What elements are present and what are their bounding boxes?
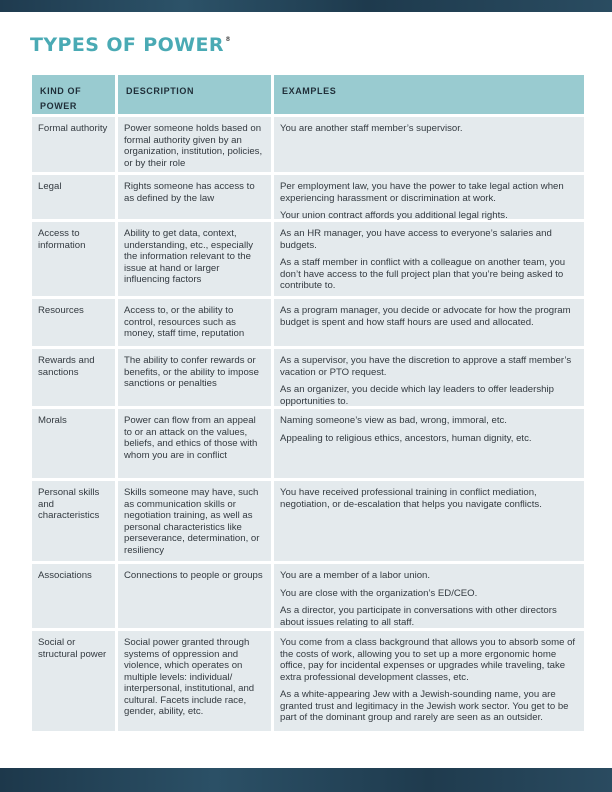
row-legal-examples — [274, 175, 584, 219]
row-personal-skills-examples — [274, 481, 584, 561]
example-text: You are close with the organization’s ED/CEO. — [280, 587, 478, 599]
page-title-text: TYPES OF POWER — [30, 34, 224, 56]
row-legal-description: Rights someone has access to as defined by the law — [118, 175, 271, 219]
row-morals-description: Power can flow from an appeal to or an attack on the values, beliefs, and ethics of those with whom you are in conflict — [118, 409, 271, 478]
row-resources-description: Access to, or the ability to control, resources such as money, staff time, reputation — [118, 299, 271, 346]
header-examples: EXAMPLES — [274, 75, 584, 114]
example-text: As a director, you participate in conversations with other directors about issues relating to all staff. — [280, 605, 557, 628]
row-morals-kind: Morals — [32, 409, 115, 478]
example-text: You are a member of a labor union. — [280, 570, 431, 581]
example-text: You are another staff member’s supervisor. — [280, 123, 463, 134]
row-associations-description: Connections to people or groups — [118, 564, 271, 628]
row-rewards-and-sanctions-description: The ability to confer rewards or benefits, or the ability to impose sanctions or penalties — [118, 349, 271, 406]
row-legal-kind: Legal — [32, 175, 115, 219]
page-title — [30, 34, 231, 56]
example-text: Appealing to religious ethics, ancestors, human dignity, etc. — [280, 432, 532, 444]
row-access-to-information-examples — [274, 222, 584, 296]
top-decorative-band — [0, 0, 612, 12]
example-text: You come from a class background that allows you to absorb some of the costs of work, allowing you to set up a more ergonomic home office, pay for incidental expenses or upgrades while traveling, take extra professional development classes, etc. — [280, 637, 576, 683]
row-access-to-information-description: Ability to get data, context, understanding, etc., especially the information relevant to the issue at hand or larger influencing factors — [118, 222, 271, 296]
bottom-decorative-band — [0, 768, 612, 792]
example-text: As a staff member in conflict with a colleague on another team, you don’t have access to the full project plan that you’re being asked to contribute to. — [280, 257, 566, 291]
row-personal-skills-kind: Personal skills and characteristics — [32, 481, 115, 561]
example-text: As an organizer, you decide which lay leaders to offer leadership opportunities to. — [280, 384, 554, 407]
row-personal-skills-description: Skills someone may have, such as communication skills or negotiation training, as well as personal characteristics like perseverance, determination, or resiliency — [118, 481, 271, 561]
row-associations-kind: Associations — [32, 564, 115, 628]
row-social-structural-kind: Social or structural power — [32, 631, 115, 731]
row-social-structural-description: Social power granted through systems of oppression and violence, which operates on multiple levels: individual/ interpersonal, institutional, and cultural. Facets include race, gender, ability, etc. — [118, 631, 271, 731]
example-text: As a supervisor, you have the discretion to approve a staff member’s vacation or PTO request. — [280, 355, 572, 378]
example-text: Naming someone’s view as bad, wrong, immoral, etc. — [280, 415, 507, 426]
example-text: As a program manager, you decide or advocate for how the program budget is spent and how staff hours are used and allocated. — [280, 305, 571, 328]
example-text: Your union contract affords you additional legal rights. — [280, 210, 508, 221]
row-formal-authority-description: Power someone holds based on formal authority given by an organization, institution, policies, or by their role — [118, 117, 271, 172]
header-kind-of-power: KIND OF POWER — [32, 75, 115, 114]
row-formal-authority-kind: Formal authority — [32, 117, 115, 172]
row-morals-examples — [274, 409, 584, 478]
example-text: As a white-appearing Jew with a Jewish-sounding name, you are granted trust and legitimacy in the Jewish work sector. You get to be part of the dominant group and rarely are seen as an outsider. — [280, 689, 569, 723]
example-text: Per employment law, you have the power to take legal action when experiencing harassment or discrimination at work. — [280, 181, 564, 204]
example-text: You have received professional training in conflict mediation, negotiation, or de-escalation that helps you navigate conflicts. — [280, 487, 542, 510]
example-text: As an HR manager, you have access to everyone’s salaries and budgets. — [280, 228, 552, 251]
row-rewards-and-sanctions-examples — [274, 349, 584, 406]
row-formal-authority-examples — [274, 117, 584, 172]
footnote-marker: 8 — [225, 36, 231, 43]
row-resources-examples — [274, 299, 584, 346]
header-description: DESCRIPTION — [118, 75, 271, 114]
row-social-structural-examples — [274, 631, 584, 731]
types-of-power-table — [32, 75, 584, 731]
row-access-to-information-kind: Access to information — [32, 222, 115, 296]
row-resources-kind: Resources — [32, 299, 115, 346]
row-rewards-and-sanctions-kind: Rewards and sanctions — [32, 349, 115, 406]
row-associations-examples — [274, 564, 584, 628]
